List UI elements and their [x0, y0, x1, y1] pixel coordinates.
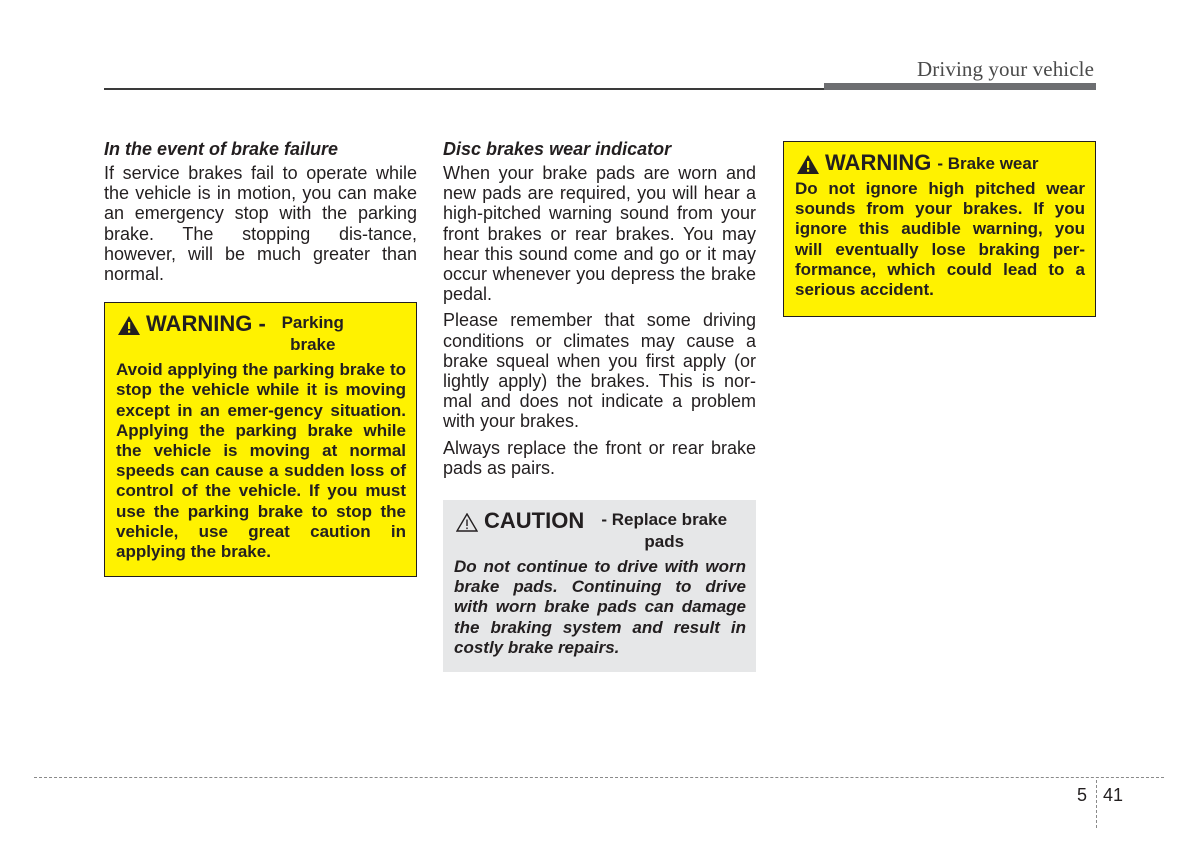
header-rule-accent — [824, 83, 1096, 90]
wear-indicator-heading: Disc brakes wear indicator — [443, 139, 672, 159]
replace-pads-caution-title — [454, 509, 746, 553]
caution-triangle-icon — [456, 513, 478, 532]
footer-rule — [34, 777, 1164, 778]
replace-pads-caution-text: Do not continue to drive with worn brake pads. Continuing to drive with worn brake pads can damage the braking system and result in costly brake repairs. — [454, 557, 746, 657]
warning-subject: - Brake wear — [937, 154, 1039, 173]
page-number: 41 — [1103, 785, 1124, 805]
brake-wear-warning-title — [795, 151, 1085, 175]
brake-failure-text: If service brakes fail to operate while the vehicle is in motion, you can make an emergency stop with the parking brake. The stopping dis-tance, however, will be much greater than normal. — [104, 163, 417, 285]
wear-indicator-paragraph-3: Always replace the front or rear brake pads as pairs. — [443, 437, 756, 478]
brake-wear-warning-box — [783, 141, 1096, 317]
header-rule — [104, 88, 824, 90]
warning-triangle-icon — [797, 155, 819, 174]
right-column — [783, 141, 1096, 317]
caution-subject: - Replace brake pads — [601, 510, 728, 552]
chapter-number: 5 — [1076, 785, 1087, 805]
warning-label: WARNING - — [146, 311, 266, 337]
parking-brake-warning-title — [116, 312, 406, 356]
page-number-separator — [1096, 780, 1097, 828]
parking-brake-warning-box — [104, 302, 417, 577]
left-column — [104, 138, 417, 577]
page-header-title: Driving your vehicle — [917, 57, 1094, 81]
parking-brake-warning-text: Avoid applying the parking brake to stop the vehicle while it is moving except in an emer-gency situation. Applying the parking brake while the vehicle is moving at normal speeds can cause a sudden loss of control of the vehicle. If you must use the parking brake to stop the vehicle, use great caution in applying the brake. — [116, 360, 406, 562]
replace-pads-caution-box — [443, 500, 756, 672]
wear-indicator-paragraph-1: When your brake pads are worn and new pads are required, you will hear a high-pitched warning sound from your front brakes or rear brakes. You may hear this sound come and go or it may occur whenever you depress the brake pedal. — [443, 163, 756, 305]
warning-subject: Parking brake — [281, 313, 344, 355]
wear-indicator-paragraph-2: Please remember that some driving conditions or climates may cause a brake squeal when you first apply (or lightly apply) the brakes. This is nor-mal and does not indicate a problem with your brakes. — [443, 310, 756, 432]
caution-label: CAUTION — [484, 508, 585, 534]
warning-triangle-icon — [118, 316, 140, 335]
middle-column — [443, 138, 756, 672]
warning-label: WARNING — [825, 150, 932, 175]
brake-failure-heading: In the event of brake failure — [104, 139, 339, 159]
brake-wear-warning-text: Do not ignore high pitched wear sounds from your brakes. If you ignore this audible warning, you will eventually lose braking per-formance, which could lead to a serious accident. — [795, 179, 1085, 300]
